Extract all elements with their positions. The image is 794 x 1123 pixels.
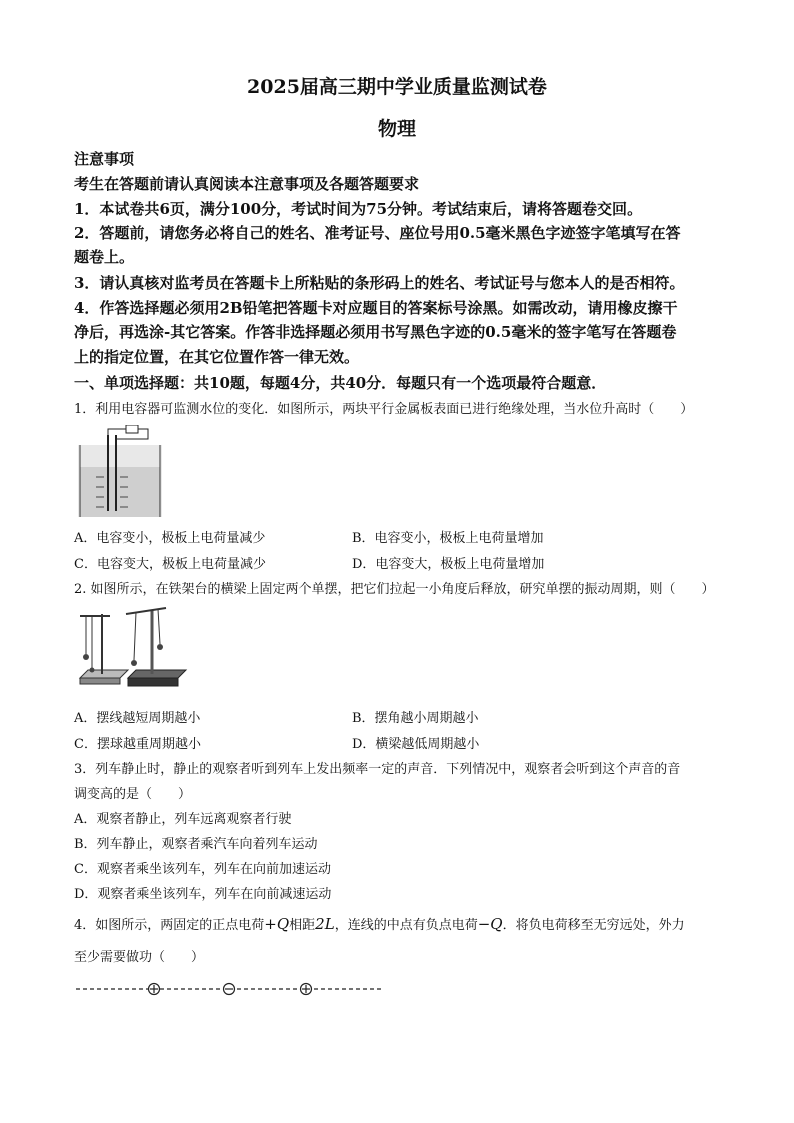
q2-option-b: B．摆角越小周期越小	[352, 711, 479, 726]
positive-charge-left-icon	[149, 984, 160, 995]
charges-line-figure	[74, 980, 386, 998]
notice-item-4-cont1: 净后，再选涂-其它答案。作答非选择题必须用书写黑色字迹的0.5毫米的签字笔写在答题卷	[74, 323, 677, 341]
notice-heading: 注意事项	[74, 150, 135, 168]
q4-distance-symbol: 2L	[315, 915, 335, 933]
q2-option-c: C．摆球越重周期越小	[74, 737, 201, 752]
q2-option-d: D．横梁越低周期越小	[352, 737, 480, 752]
q3-option-c: C．观察者乘坐该列车，列车在向前加速运动	[74, 862, 331, 877]
q4-positive-charge-symbol: +Q	[264, 915, 290, 933]
notice-item-2-cont: 题卷上。	[74, 248, 135, 266]
positive-charge-right-icon	[301, 984, 312, 995]
q4-stem-part2: 相距	[289, 918, 316, 933]
q4-stem-part3: ，连线的中点有负点电荷	[334, 918, 478, 933]
q4-stem	[74, 914, 685, 933]
notice-item-4: 4．作答选择题必须用2B铅笔把答题卡对应题目的答案标号涂黑。如需改动，请用橡皮擦干	[74, 299, 678, 317]
q4-stem-part1: 4．如图所示，两固定的正点电荷	[74, 918, 265, 933]
q1-stem: 1．利用电容器可监测水位的变化．如图所示，两块平行金属板表面已进行绝缘处理，当水位升高时（ ）	[74, 402, 694, 417]
q1-option-c: C．电容变大，极板上电荷量减少	[74, 557, 266, 572]
q2-option-a: A．摆线越短周期越小	[74, 711, 201, 726]
page-title: 2025届高三期中学业质量监测试卷	[247, 76, 547, 98]
notice-intro: 考生在答题前请认真阅读本注意事项及各题答题要求	[74, 175, 420, 193]
pendulum-figure	[76, 604, 188, 694]
notice-item-3: 3．请认真核对监考员在答题卡上所粘贴的条形码上的姓名、考试证号与您本人的是否相符。	[74, 274, 685, 292]
q3-stem: 3．列车静止时，静止的观察者听到列车上发出频率一定的声音．下列情况中，观察者会听到这个声音的音	[74, 762, 681, 777]
q3-stem-cont: 调变高的是（ ）	[74, 787, 192, 802]
notice-item-4-cont2: 上的指定位置，在其它位置作答一律无效。	[74, 348, 360, 366]
q3-option-b: B．列车静止，观察者乘汽车向着列车运动	[74, 837, 318, 852]
notice-item-2: 2．答题前，请您务必将自己的姓名、准考证号、座位号用0.5毫米黑色字迹签字笔填写在答	[74, 224, 681, 242]
section-heading: 一、单项选择题：共10题，每题4分，共40分．每题只有一个选项最符合题意．	[74, 374, 607, 392]
q1-option-a: A．电容变小，极板上电荷量减少	[74, 531, 266, 546]
capacitor-water-figure	[78, 425, 162, 517]
q3-option-a: A．观察者静止，列车远离观察者行驶	[74, 812, 292, 827]
q4-stem-part4: ．将负电荷移至无穷远处，外力	[502, 918, 685, 933]
q1-option-b: B．电容变小，极板上电荷量增加	[352, 531, 544, 546]
notice-item-1: 1．本试卷共6页，满分100分，考试时间为75分钟。考试结束后，请将答题卷交回。	[74, 200, 643, 218]
subject-title: 物理	[377, 118, 416, 140]
q2-stem: 2. 如图所示，在铁架台的横梁上固定两个单摆，把它们拉起一小角度后释放，研究单摆的振动周期，则（ ）	[74, 582, 715, 597]
q4-stem-cont: 至少需要做功（ ）	[74, 950, 205, 965]
negative-charge-icon	[224, 984, 235, 995]
q4-negative-charge-symbol: −Q	[477, 915, 503, 933]
q1-option-d: D．电容变大，极板上电荷量增加	[352, 557, 545, 572]
q3-option-d: D．观察者乘坐该列车，列车在向前减速运动	[74, 887, 332, 902]
